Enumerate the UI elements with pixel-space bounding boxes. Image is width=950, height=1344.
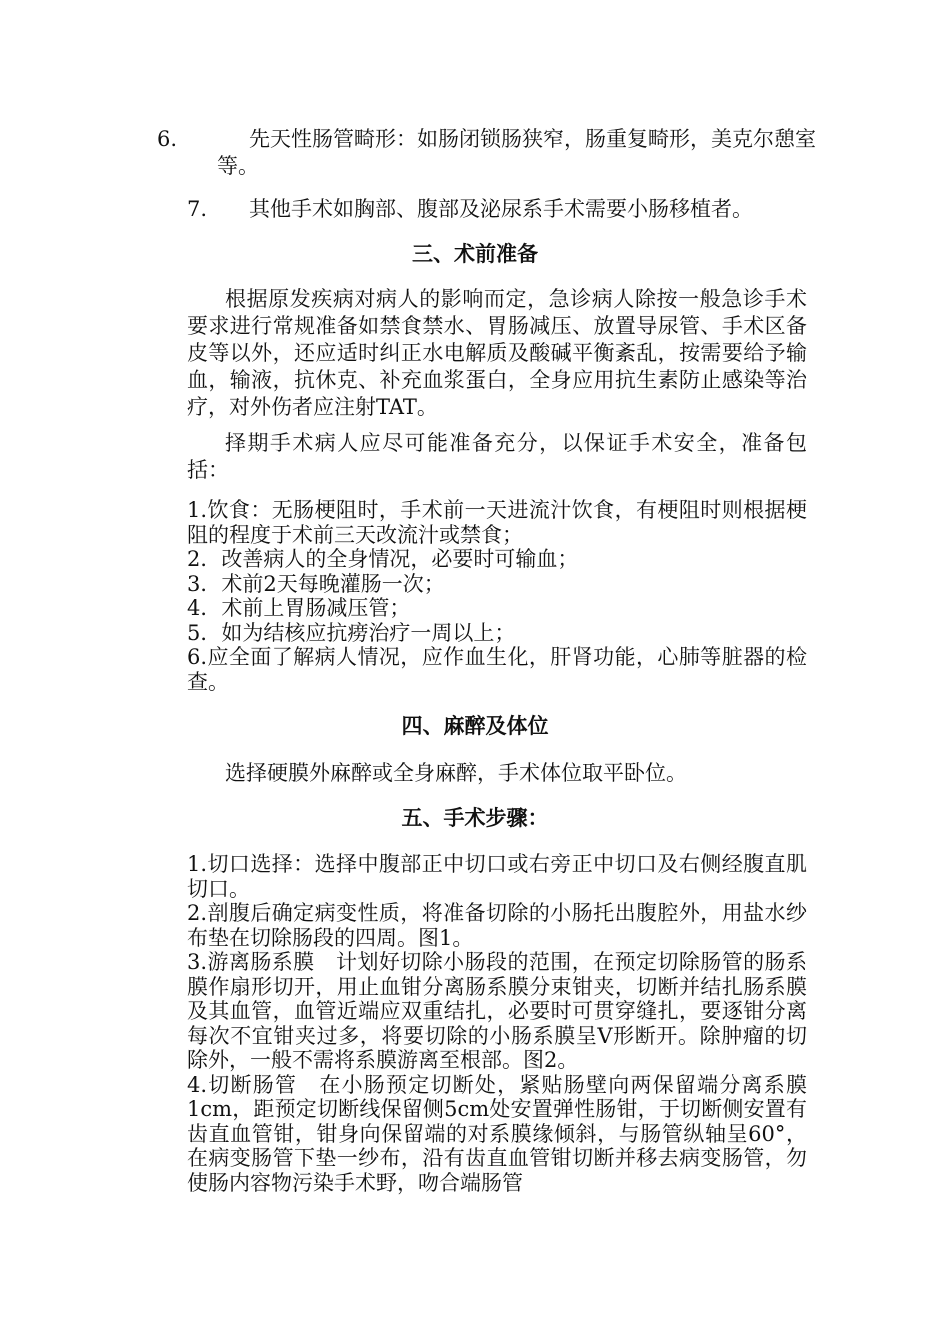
list-item: 2．改善病人的全身情况，必要时可输血； [187,547,579,571]
preop-paragraph-elective: 择期手术病人应尽可能准备充分，以保证手术安全，准备包括： [187,431,807,482]
preop-list [187,498,807,694]
indication-item-7: 7. 其他手术如胸部、腹部及泌尿系手术需要小肠移植者。 [187,197,753,221]
indication-item-6: 6. 先天性肠管畸形：如肠闭锁肠狭窄，肠重复畸形，美克尔憩室等。 [157,127,816,178]
list-item: 4．术前上胃肠减压管； [187,596,411,620]
list-item: 5．如为结核应抗痨治疗一周以上； [187,620,516,645]
list-item: 4.切断肠管 在小肠预定切断处，紧贴肠壁向两保留端分离系膜1cm，距预定切断线保留侧5cm处安置弹性肠钳，于切断侧安置有齿直血管钳，钳身向保留端的对系膜缘倾斜，与肠管纵轴呈60°，在病变肠管下垫一纱布，沿有齿直血管钳切断并移去病变肠管，勿使肠内容物污染手术野，吻合端肠管 [187,1072,807,1195]
steps-list [187,852,807,1195]
list-item: 1.饮食：无肠梗阻时，手术前一天进流汁饮食，有梗阻时则根据梗阻的程度于术前三天改流汁或禁食； [187,498,807,547]
anesthesia-paragraph: 选择硬膜外麻醉或全身麻醉，手术体位取平卧位。 [225,761,687,785]
section-heading-preop: 三、术前准备 [412,242,538,266]
list-item: 3．术前2天每晚灌肠一次； [187,571,445,596]
list-item: 6.应全面了解病人情况，应作血生化，肝肾功能，心肺等脏器的检查。 [187,645,807,694]
section-heading-anesthesia: 四、麻醉及体位 [401,714,549,738]
list-item: 3.游离肠系膜 计划好切除小肠段的范围，在预定切除肠管的肠系膜作扇形切开，用止血钳分离肠系膜分束钳夹，切断并结扎肠系膜及其血管，血管近端应双重结扎，必要时可贯穿缝扎，要逐钳分离每次不宜钳夹过多，将要切除的小肠系膜呈V形断开。除肿瘤的切除外，一般不需将系膜游离至根部。图2。 [187,950,807,1072]
list-item: 1.切口选择：选择中腹部正中切口或右旁正中切口及右侧经腹直肌切口。 [187,852,807,901]
section-heading-steps: 五、手术步骤： [401,806,549,830]
list-item: 2.剖腹后确定病变性质，将准备切除的小肠托出腹腔外，用盐水纱布垫在切除肠段的四周。图1。 [187,901,807,950]
preop-paragraph-emergency: 根据原发疾病对病人的影响而定，急诊病人除按一般急诊手术要求进行常规准备如禁食禁水、胃肠减压、放置导尿管、手术区备皮等以外，还应适时纠正水电解质及酸碱平衡紊乱，按需要给予输血，输液，抗休克、补充血浆蛋白，全身应用抗生素防止感染等治疗，对外伤者应注射TAT。 [187,287,807,419]
